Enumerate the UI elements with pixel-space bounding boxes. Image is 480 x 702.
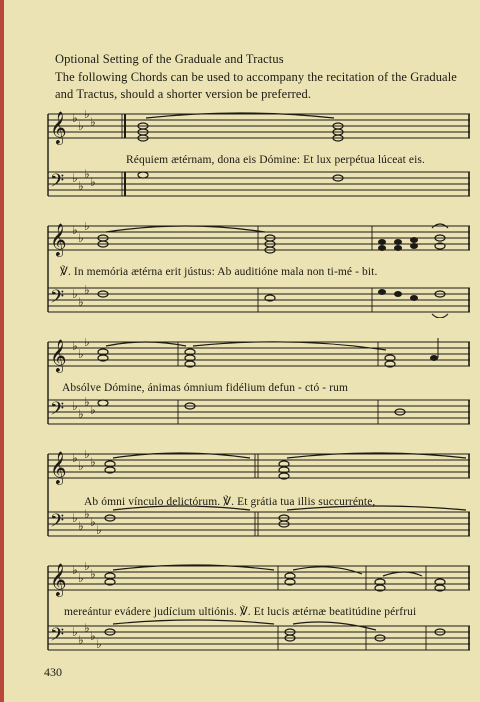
svg-text:♭: ♭ — [84, 395, 90, 409]
svg-text:♭: ♭ — [72, 511, 78, 525]
svg-text:♭: ♭ — [90, 515, 96, 529]
svg-text:𝄞: 𝄞 — [50, 339, 67, 372]
svg-text:♭: ♭ — [90, 403, 96, 417]
svg-text:♭: ♭ — [78, 347, 84, 361]
svg-text:♭: ♭ — [84, 222, 90, 233]
svg-text:♭: ♭ — [72, 399, 78, 413]
svg-text:♭: ♭ — [84, 507, 90, 521]
svg-text:♭: ♭ — [84, 167, 90, 181]
lyric-line-2: ℣. In memória ætérna erit jústus: Ab auditióne mala non ti-mé - bit. — [60, 266, 378, 278]
lyric-line-1: Réquiem ætérnam, dona eis Dómine: Et lux perpétua lúceat eis. — [126, 154, 425, 166]
svg-text:𝄢: 𝄢 — [50, 171, 65, 196]
svg-text:♭: ♭ — [84, 110, 90, 121]
svg-text:♭: ♭ — [78, 633, 84, 647]
lyric-line-5: mereántur evádere judícium ultiónis. ℣. Et lucis ætérnæ beatitúdine pérfrui — [64, 606, 417, 618]
svg-text:𝄞: 𝄞 — [50, 223, 67, 256]
intro-text: The following Chords can be used to accompany the recitation of the Graduale and Tractus, should a shorter version be preferred. — [55, 70, 457, 101]
svg-text:♭: ♭ — [78, 231, 84, 245]
svg-text:♭: ♭ — [78, 119, 84, 133]
svg-text:♭: ♭ — [84, 338, 90, 349]
svg-text:♭: ♭ — [84, 283, 90, 297]
page-number: 430 — [44, 665, 62, 679]
svg-text:♭: ♭ — [90, 567, 96, 581]
svg-text:♭: ♭ — [96, 637, 102, 651]
svg-text:♭: ♭ — [90, 629, 96, 643]
svg-text:𝄞: 𝄞 — [50, 563, 67, 596]
music-system-5 — [0, 562, 480, 658]
svg-text:♭: ♭ — [78, 571, 84, 585]
svg-text:♭: ♭ — [72, 287, 78, 301]
lyric-line-4: Ab ómni vínculo delictórum. ℣. Et grátia tua illis succurrénte, — [84, 496, 376, 508]
svg-text:♭: ♭ — [72, 339, 78, 353]
svg-text:♭: ♭ — [84, 450, 90, 461]
svg-text:𝄞: 𝄞 — [50, 111, 67, 144]
svg-text:♭: ♭ — [72, 451, 78, 465]
svg-text:♭: ♭ — [96, 523, 102, 537]
svg-text:♭: ♭ — [78, 519, 84, 533]
svg-text:♭: ♭ — [72, 563, 78, 577]
music-system-4 — [0, 450, 480, 546]
svg-text:♭: ♭ — [78, 459, 84, 473]
svg-text:♭: ♭ — [72, 111, 78, 125]
section-heading: Optional Setting of the Graduale and Tractus — [55, 52, 284, 66]
svg-text:𝄢: 𝄢 — [50, 287, 65, 312]
svg-text:♭: ♭ — [78, 407, 84, 421]
svg-text:♭: ♭ — [72, 223, 78, 237]
svg-text:𝄞: 𝄞 — [50, 451, 67, 484]
svg-text:♭: ♭ — [72, 625, 78, 639]
music-system-2 — [0, 222, 480, 318]
svg-text:♭: ♭ — [84, 621, 90, 635]
svg-text:♭: ♭ — [90, 175, 96, 189]
music-system-3 — [0, 338, 480, 434]
svg-text:♭: ♭ — [90, 115, 96, 129]
music-system-1 — [0, 110, 480, 206]
svg-text:𝄢: 𝄢 — [50, 511, 65, 536]
svg-text:♭: ♭ — [78, 295, 84, 309]
svg-text:♭: ♭ — [78, 179, 84, 193]
svg-text:𝄢: 𝄢 — [50, 625, 65, 650]
svg-text:♭: ♭ — [84, 562, 90, 573]
lyric-line-3: Absólve Dómine, ánimas ómnium fidélium defun - ctó - rum — [62, 382, 349, 394]
svg-text:♭: ♭ — [90, 455, 96, 469]
svg-text:𝄢: 𝄢 — [50, 399, 65, 424]
svg-text:♭: ♭ — [72, 171, 78, 185]
